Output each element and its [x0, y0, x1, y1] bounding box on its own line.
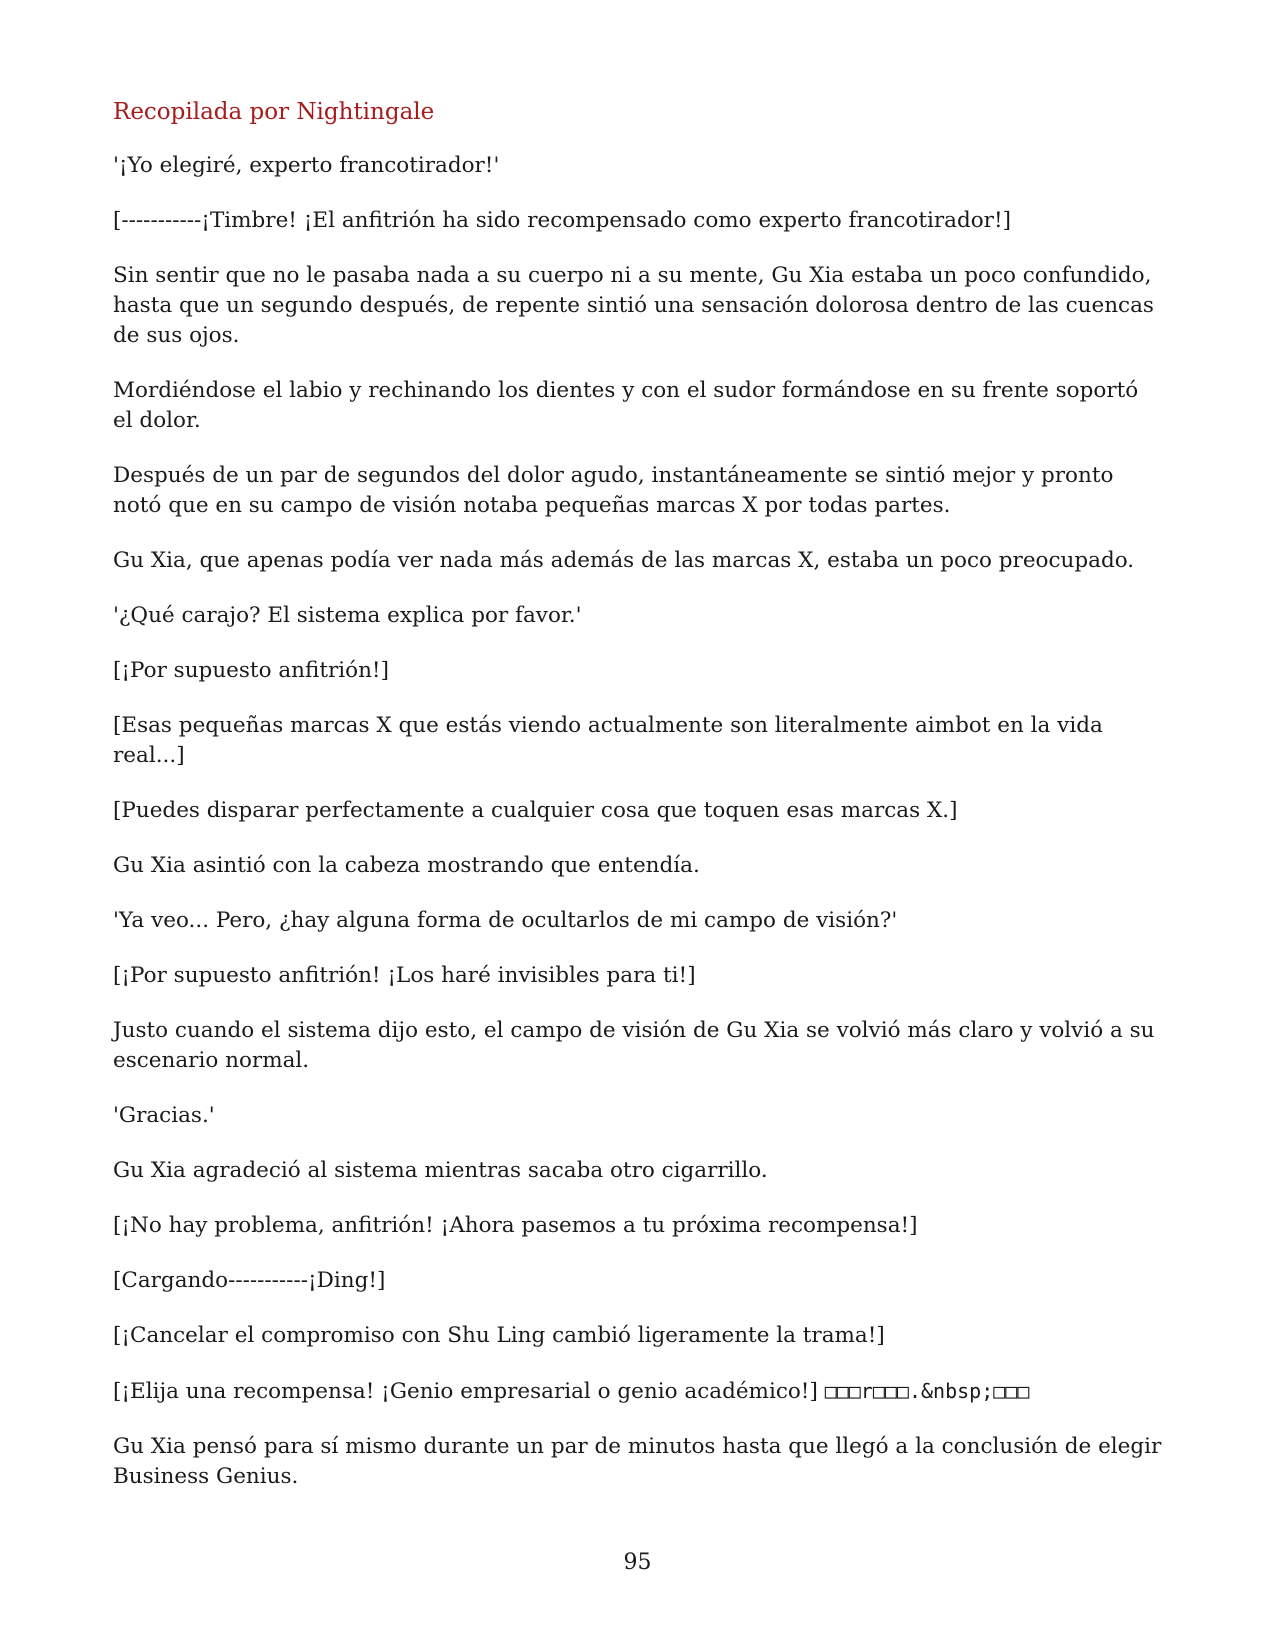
- paragraph: Gu Xia, que apenas podía ver nada más además de las marcas X, estaba un poco preocupado.: [113, 548, 1135, 573]
- paragraph: Sin sentir que no le pasaba nada a su cuerpo ni a su mente, Gu Xia estaba un poco confundido, hasta que un segundo después, de repente sintió una sensación dolorosa dentro de las cuencas de sus ojos.: [113, 263, 1154, 348]
- paragraph: [Puedes disparar perfectamente a cualquier cosa que toquen esas marcas X.]: [113, 798, 958, 823]
- paragraph: Gu Xia pensó para sí mismo durante un par de minutos hasta que llegó a la conclusión de elegir Business Genius.: [113, 1434, 1162, 1489]
- paragraph: 'Ya veo... Pero, ¿hay alguna forma de ocultarlos de mi campo de visión?': [113, 908, 898, 933]
- paragraph: Después de un par de segundos del dolor agudo, instantáneamente se sintió mejor y pronto notó que en su campo de visión notaba pequeñas marcas X por todas partes.: [113, 463, 1114, 518]
- paragraph: Mordiéndose el labio y rechinando los dientes y con el sudor formándose en su frente soportó el dolor.: [113, 378, 1139, 433]
- paragraph: '¿Qué carajo? El sistema explica por favor.': [113, 603, 582, 628]
- paragraph: [¡Por supuesto anfitrión!]: [113, 658, 389, 683]
- paragraph: [Esas pequeñas marcas X que estás viendo actualmente son literalmente aimbot en la vida real...]: [113, 713, 1103, 768]
- paragraph: Gu Xia agradeció al sistema mientras sacaba otro cigarrillo.: [113, 1158, 768, 1183]
- page-body: [113, 97, 1163, 1517]
- paragraph: 'Gracias.': [113, 1103, 215, 1128]
- paragraph: Gu Xia asintió con la cabeza mostrando que entendía.: [113, 853, 700, 878]
- reward-paragraph: [113, 1376, 1163, 1407]
- paragraph: [Cargando-----------¡Ding!]: [113, 1268, 386, 1293]
- paragraph: [¡Por supuesto anfitrión! ¡Los haré invisibles para ti!]: [113, 963, 696, 988]
- page-header: Recopilada por Nightingale: [113, 99, 435, 125]
- paragraph: [-----------¡Timbre! ¡El anfitrión ha sido recompensado como experto francotirador!]: [113, 208, 1011, 233]
- paragraph: '¡Yo elegiré, experto francotirador!': [113, 153, 500, 178]
- paragraph: Justo cuando el sistema dijo esto, el campo de visión de Gu Xia se volvió más claro y volvió a su escenario normal.: [113, 1018, 1155, 1073]
- reward-text: [¡Elija una recompensa! ¡Genio empresarial o genio académico!]: [113, 1379, 818, 1404]
- garbled-characters: □□□r□□□.&nbsp;□□□: [824, 1379, 1030, 1403]
- page-number: 95: [623, 1550, 652, 1575]
- paragraph: [¡No hay problema, anfitrión! ¡Ahora pasemos a tu próxima recompensa!]: [113, 1213, 918, 1238]
- paragraph: [¡Cancelar el compromiso con Shu Ling cambió ligeramente la trama!]: [113, 1323, 885, 1348]
